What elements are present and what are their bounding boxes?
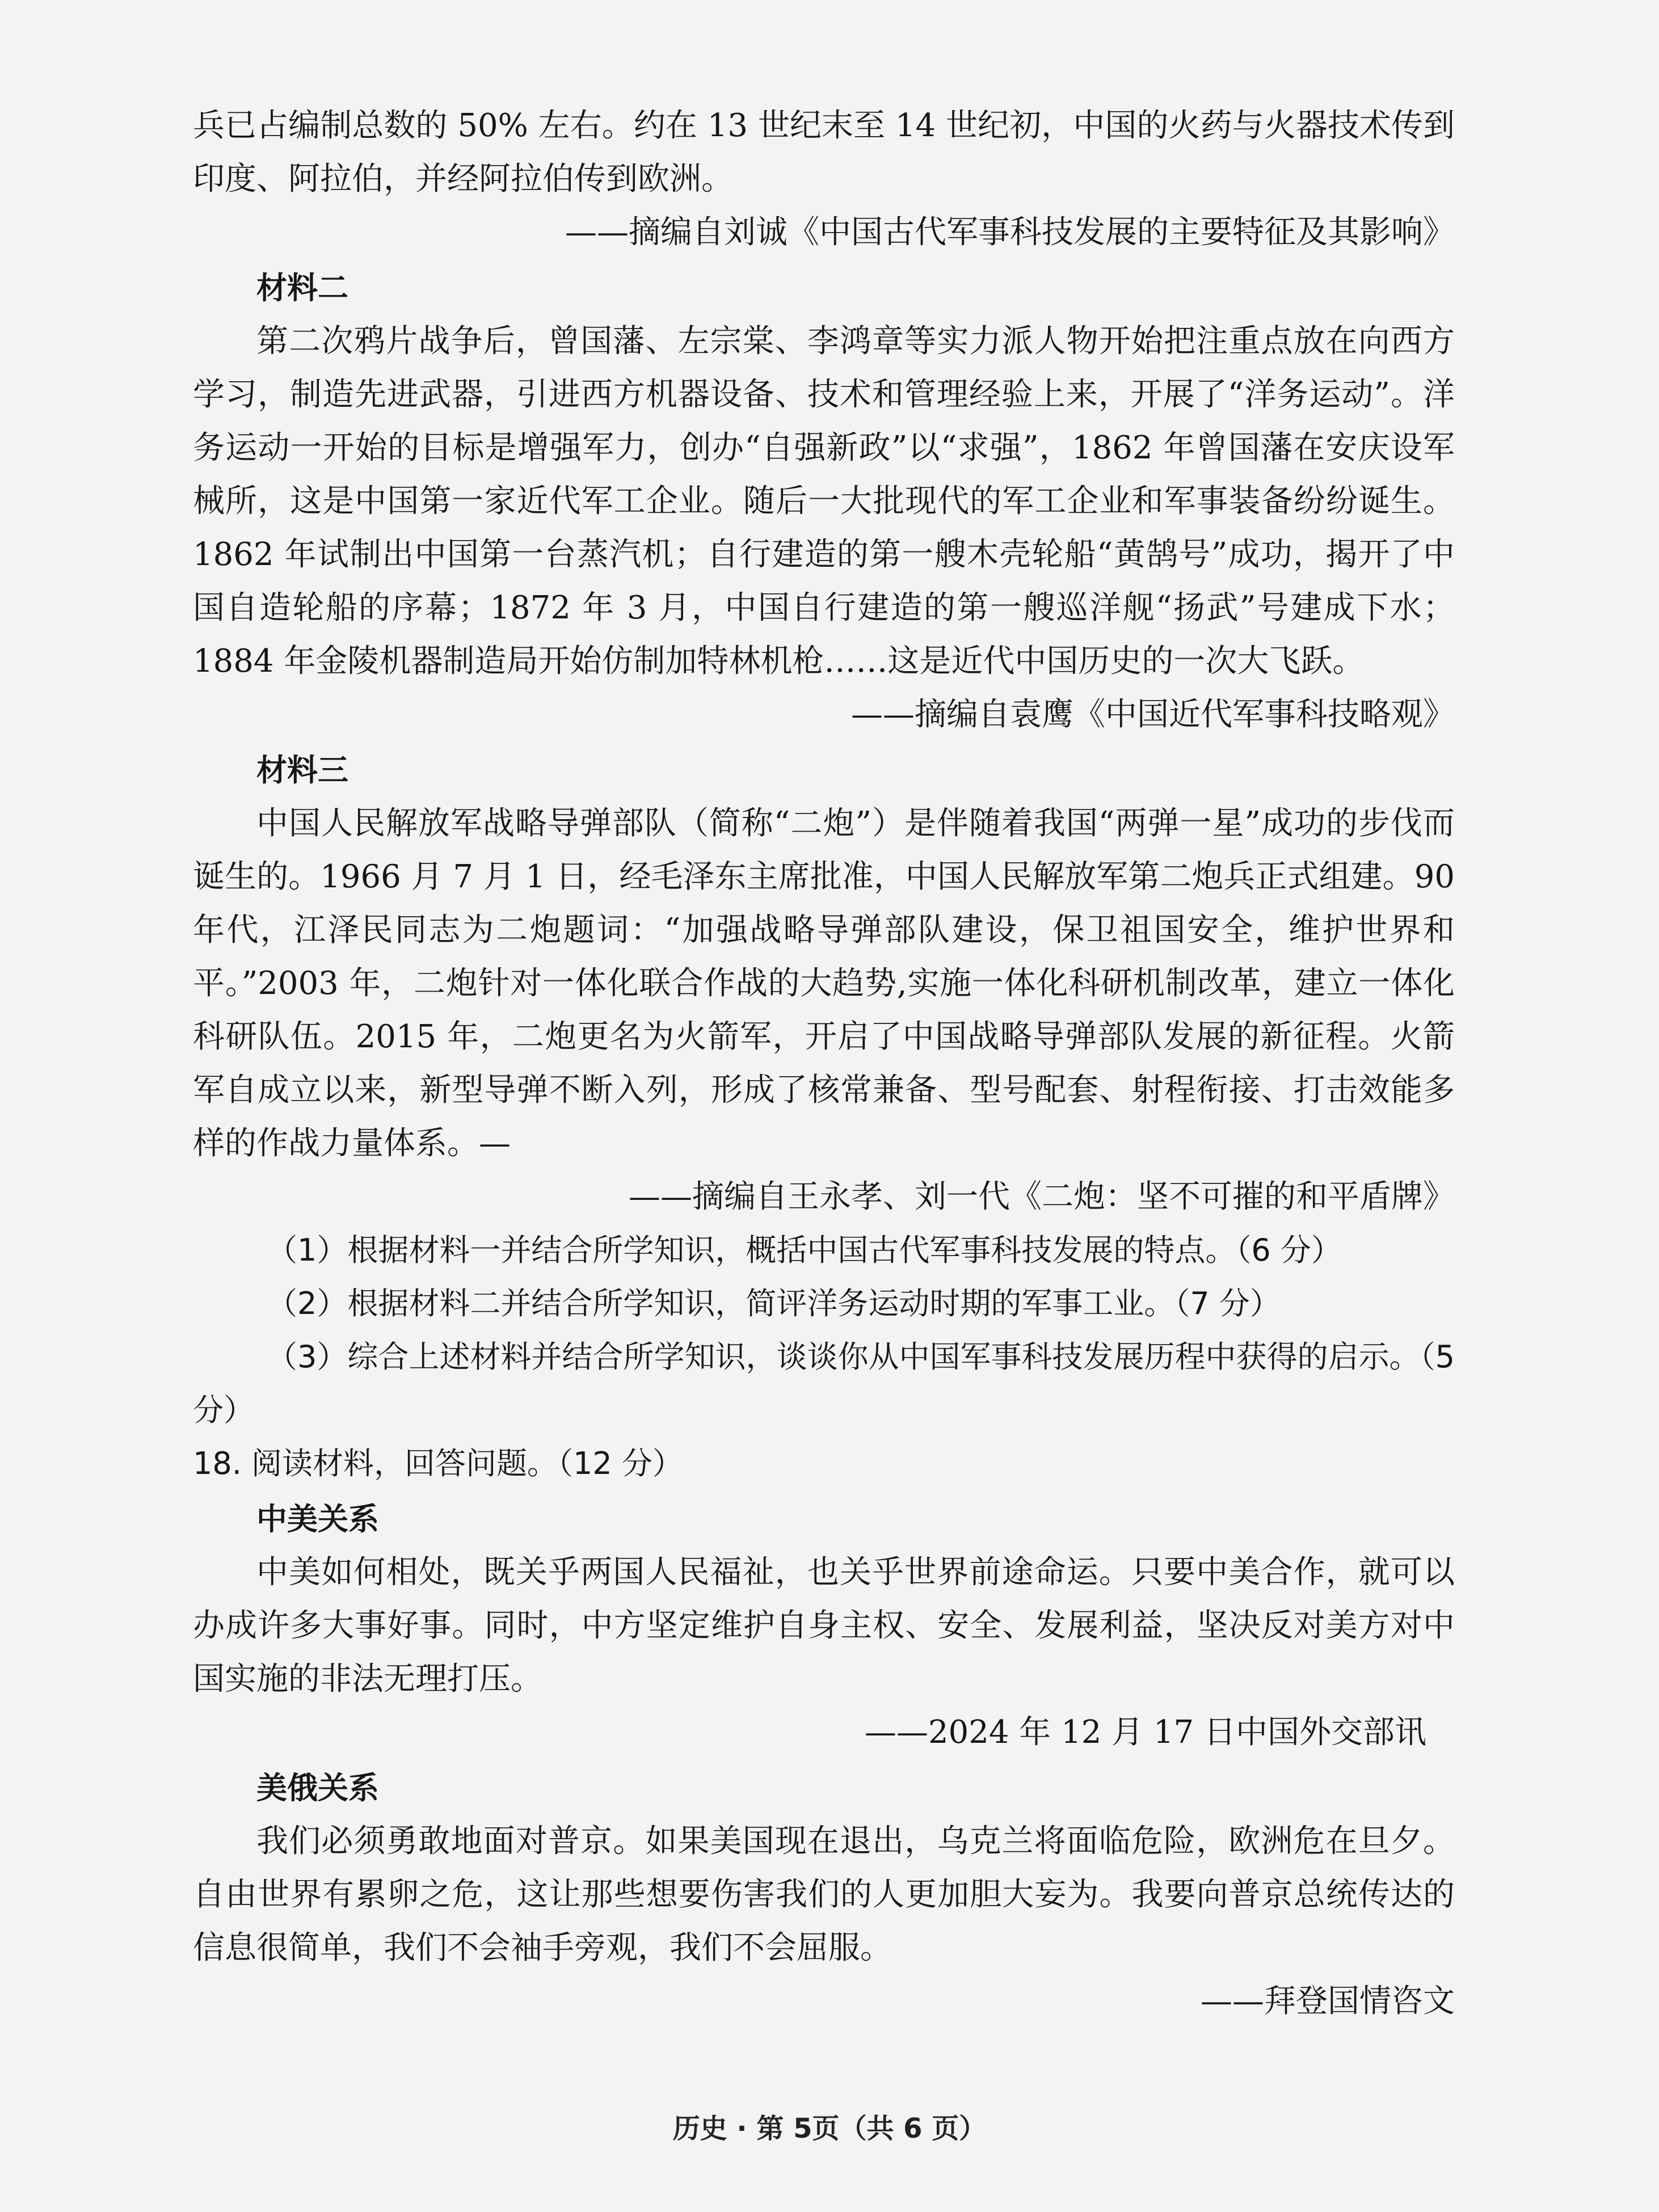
page-footer: 历史 · 第 5页（共 6 页） (672, 2113, 987, 2144)
material2-source: ——摘编自袁鹰《中国近代军事科技略观》 (851, 696, 1455, 733)
material1-continuation: 兵已占编制总数的 50% 左右。约在 13 世纪末至 14 世纪初，中国的火药与火器技术传到印度、阿拉伯，并经阿拉伯传到欧洲。 (193, 107, 1455, 197)
material1-source: ——摘编自刘诚《中国古代军事科技发展的主要特征及其影响》 (565, 214, 1455, 251)
question18-section2-body: 我们必须勇敢地面对普京。如果美国现在退出，乌克兰将面临危险，欧洲危在旦夕。自由世界有累卵之危，这让那些想要伤害我们的人更加胆大妄为。我要向普京总统传达的信息很简单，我们不会袖手旁观，我们不会屈服。 (193, 1823, 1455, 1966)
material3-source: ——摘编自王永孝、刘一代《二炮：坚不可摧的和平盾牌》 (629, 1178, 1455, 1215)
material2-heading: 材料二 (256, 270, 348, 306)
material2-body: 第二次鸦片战争后，曾国藩、左宗棠、李鸿章等实力派人物开始把注重点放在向西方学习，制造先进武器，引进西方机器设备、技术和管理经验上来，开展了“洋务运动”。洋务运动一开始的目标是增强军力，创办“自强新政”以“求强”，1862 年曾国藩在安庆设军械所，这是中国第一家近代军工企业。随后一大批现代的军工企业和军事装备纷纷诞生。1862 年试制出中国第一台蒸汽机；自行建造的第一艘木壳轮船“黄鹄号”成功，揭开了中国自造轮船的序幕；1872 年 3 月，中国自行建造的第一艘巡洋舰“扬武”号建成下水；1884 年金陵机器制造局开始仿制加特林机枪……这是近代中国历史的一次大飞跃。 (193, 323, 1455, 680)
question18-section1-source: ——2024 年 12 月 17 日中国外交部讯 (864, 1714, 1426, 1751)
material3-heading: 材料三 (256, 752, 348, 788)
question18-section1-heading: 中美关系 (256, 1501, 379, 1537)
question-17-1: （1）根据材料一并结合所学知识，概括中国古代军事科技发展的特点。（6 分） (267, 1232, 1342, 1268)
material3-body: 中国人民解放军战略导弹部队（简称“二炮”）是伴随着我国“两弹一星”成功的步伐而诞生的。1966 月 7 月 1 日，经毛泽东主席批准，中国人民解放军第二炮兵正式组建。90 年代，江泽民同志为二炮题词：“加强战略导弹部队建设，保卫祖国安全，维护世界和平。”2003 年，二炮针对一体化联合作战的大趋势,实施一体化科研机制改革，建立一体化科研队伍。2015 年，二炮更名为火箭军，开启了中国战略导弹部队发展的新征程。火箭军自成立以来，新型导弹不断入列，形成了核常兼备、型号配套、射程衔接、打击效能多样的作战力量体系。— (193, 805, 1455, 1162)
question18-section2-heading: 美俄关系 (256, 1770, 379, 1806)
question-17-2: （2）根据材料二并结合所学知识，简评洋务运动时期的军事工业。（7 分） (267, 1286, 1281, 1321)
question18-section2-source: ——拜登国情咨文 (1201, 1983, 1455, 2020)
question-18-stem: 18. 阅读材料，回答问题。（12 分） (193, 1446, 683, 1481)
question-17-3: （3）综合上述材料并结合所学知识，谈谈你从中国军事科技发展历程中获得的启示。（5 分） (193, 1339, 1455, 1428)
question18-section1-body: 中美如何相处，既关乎两国人民福祉，也关乎世界前途命运。只要中美合作，就可以办成许多大事好事。同时，中方坚定维护自身主权、安全、发展利益，坚决反对美方对中国实施的非法无理打压。 (193, 1554, 1455, 1697)
